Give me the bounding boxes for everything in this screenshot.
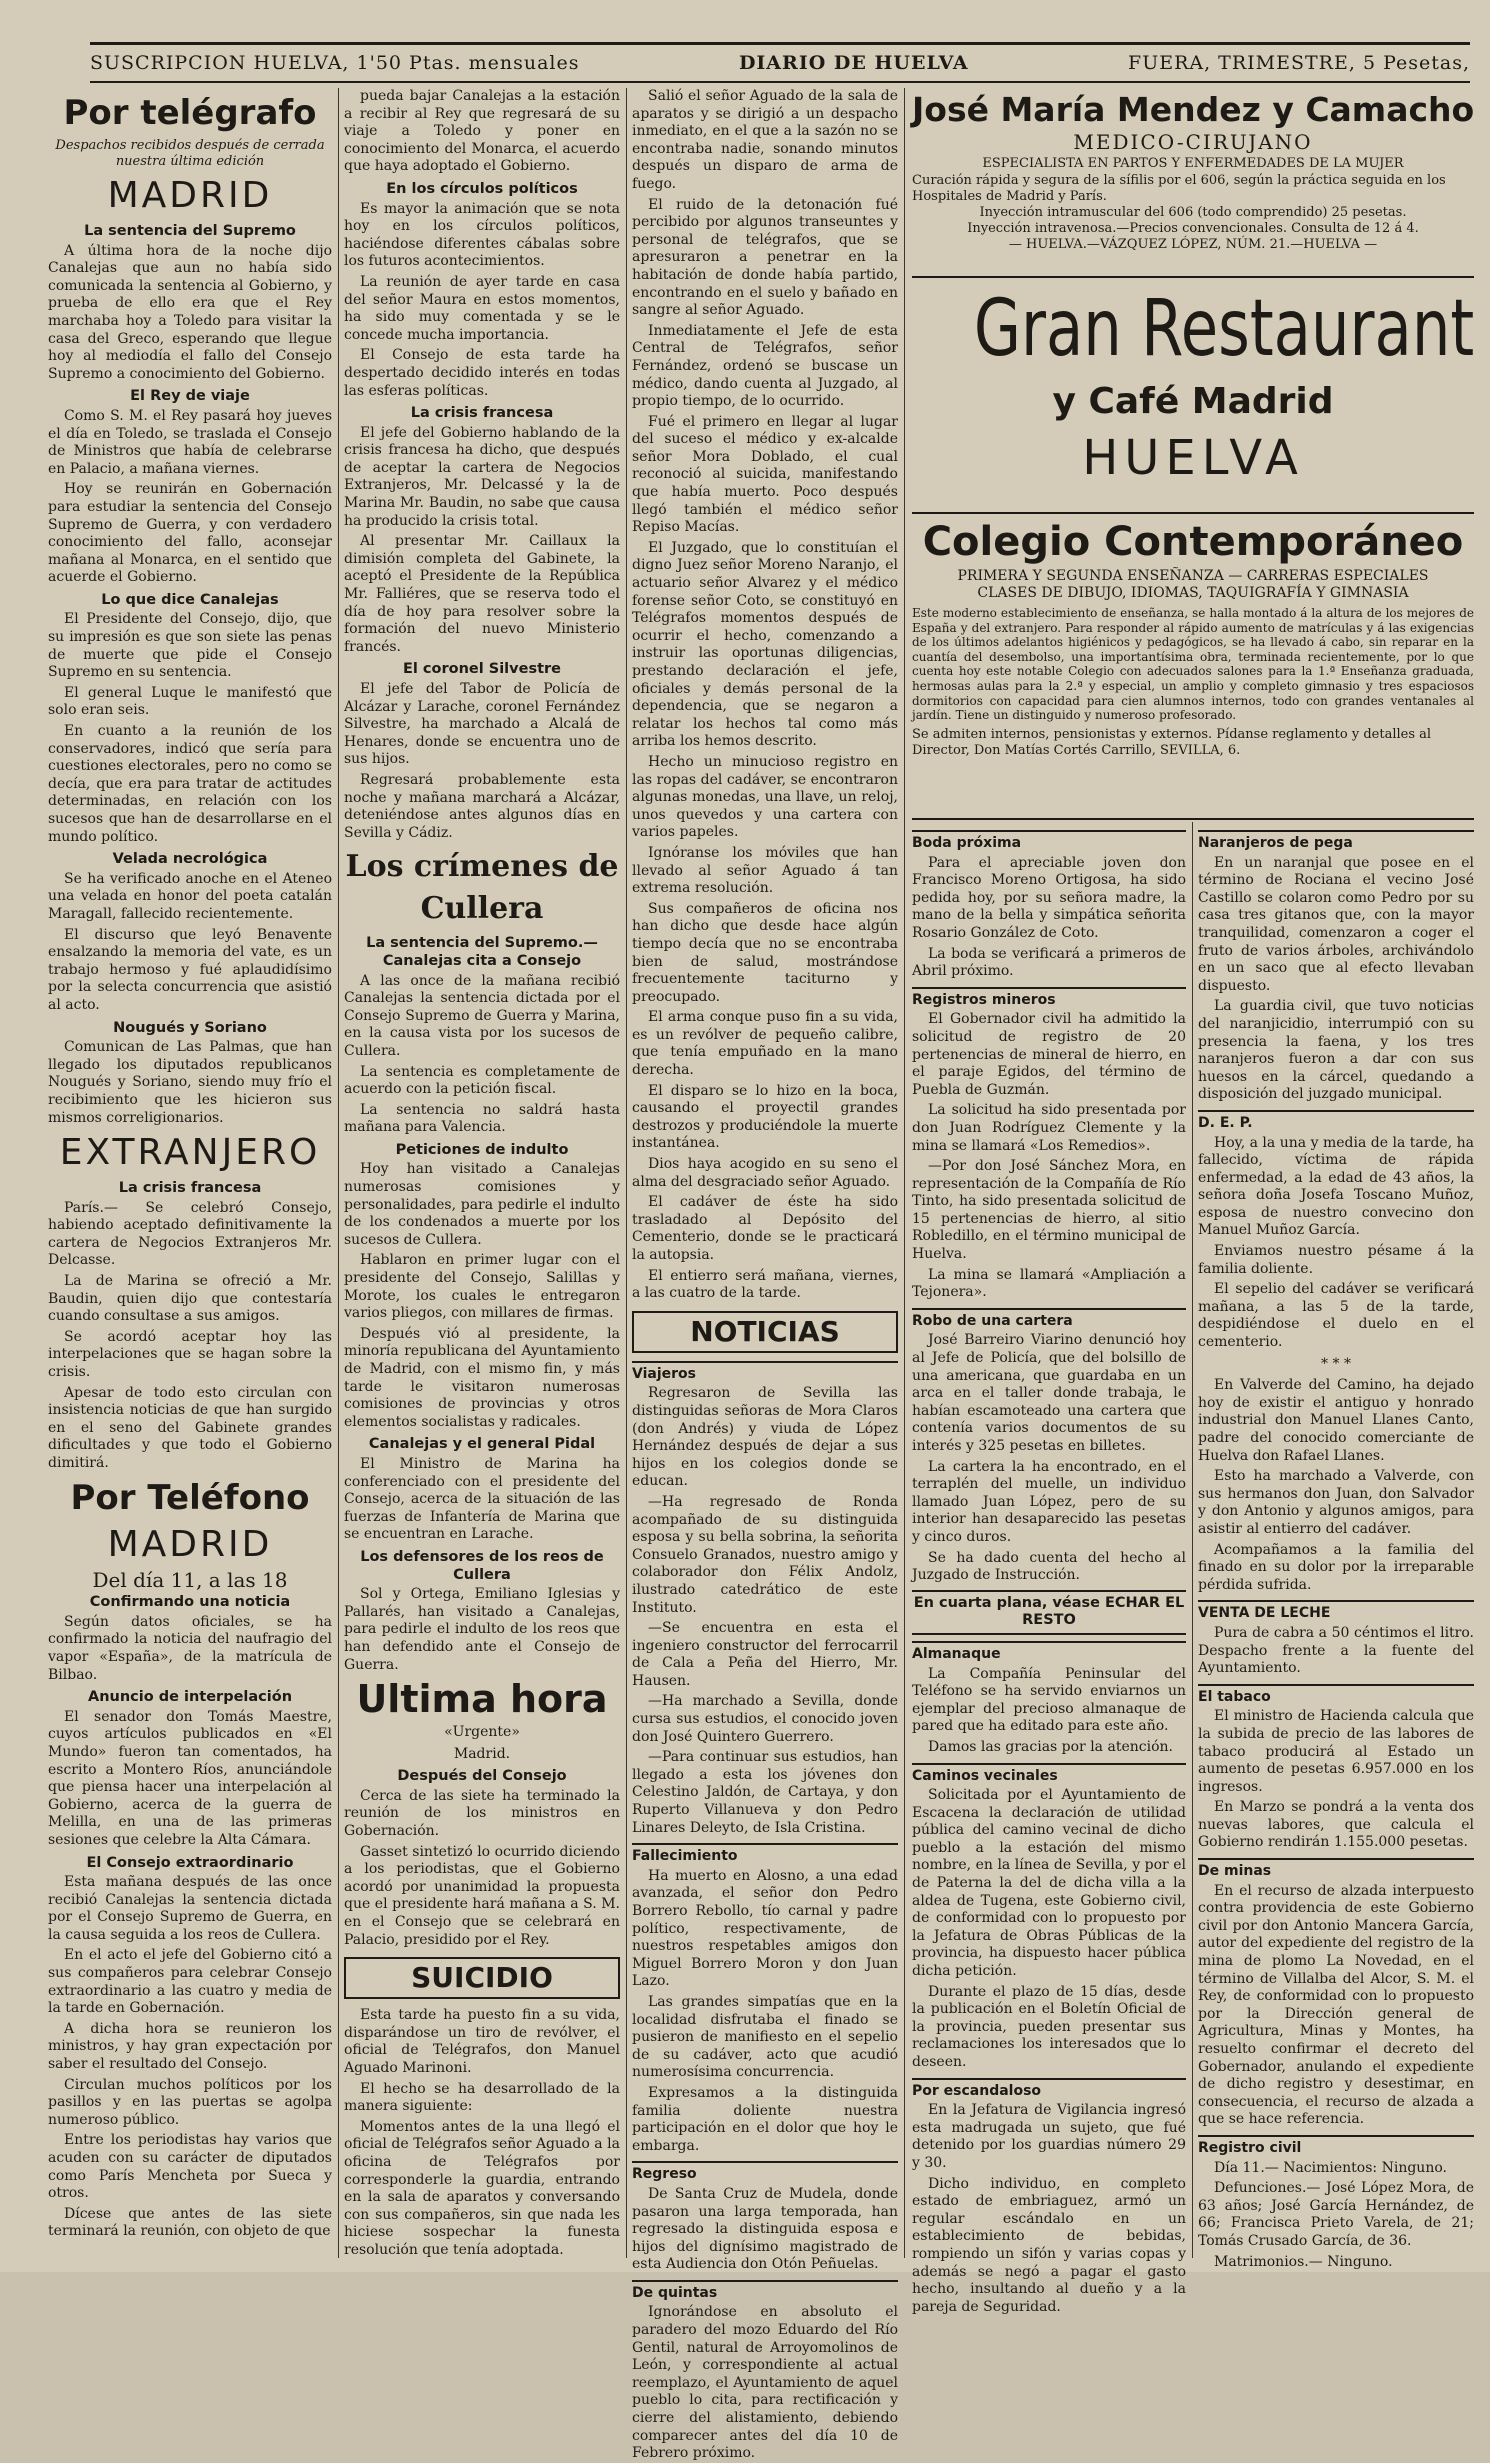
headline: Registros mineros [912, 987, 1186, 1010]
newspaper-title: DIARIO DE HUELVA [738, 52, 969, 74]
paragraph: El Juzgado, que lo constituían el digno Juez señor Moreno Naranjo, el actuario señor Alvarez y el médico forense señor Coto, se constituyó en Telégrafos momentos después de ocurrir el hecho, comenzando a instruir las oportunas diligencias, prestando declaración el jefe, oficiales y demás personal de la dependencia, que se negaron a relatar los hechos tal como más arriba los hemos descrito. [632, 539, 898, 750]
paragraph: Hablaron en primer lugar con el presidente del Consejo, Salillas y Morote, los cuales le entregaron varios pliegos, con millares de firmas. [344, 1252, 620, 1322]
paragraph: Comunican de Las Palmas, que han llegado los diputados republicanos Nougués y Soriano, siendo muy frío el recibimiento que les hicieron sus mismos correligionarios. [48, 1039, 332, 1126]
headline: El tabaco [1198, 1684, 1474, 1707]
school-advertisement [912, 516, 1474, 820]
ad-school-line: CLASES DE DIBUJO, IDIOMAS, TAQUIGRAFÍA Y GIMNASIA [977, 585, 1409, 601]
headline: Confirmando una noticia [89, 1594, 291, 1611]
headline: Nougués y Soriano [113, 1019, 267, 1036]
paragraph: —Ha regresado de Ronda acompañado de su distinguida esposa y su bella sobrina, la señorita Consuelo Granados, nuestro amigo y colaborador don Félix Andolz, ilustrado catedrático de este Instituto. [632, 1493, 898, 1616]
headline: Por escandaloso [912, 2078, 1186, 2101]
paragraph: Esto ha marchado a Valverde, con sus hermanos don Juan, don Salvador y don Antonio y algunos amigos, para asistir al entierro del cadáver. [1198, 1468, 1474, 1537]
ad-doctor-line: Curación rápida y segura de la sífilis por el 606, según la práctica seguida en los Hospitales de Madrid y París. [912, 173, 1446, 204]
headline: El Consejo extraordinario [86, 1854, 294, 1871]
paragraph: Hecho un minucioso registro en las ropas del cadáver, se encontraron algunas monedas, una llave, un reloj, unos quevedos y una cartera con varios papeles. [632, 753, 898, 841]
paragraph: Regresaron de Sevilla las distinguidas señoras de Mora Claros (don Andrés) y viuda de López Hernández después de dejar a sus hijos en los colegios donde se educan. [632, 1385, 898, 1490]
headline: Peticiones de indulto [395, 1141, 569, 1158]
paragraph: Se acordó aceptar hoy las interpelaciones que se hagan sobre la crisis. [48, 1328, 332, 1381]
headline: La crisis francesa [410, 405, 554, 422]
headline: El coronel Silvestre [403, 661, 561, 678]
column-3 [632, 88, 898, 2462]
ad-doctor-line: Inyección intravenosa.—Precios convencionales. Consulta de 12 á 4. [967, 221, 1419, 236]
paragraph: Ignorándose en absoluto el paradero del mozo Eduardo del Río Gentil, natural de Arroyomolinos de León, y correspondiente al actual reemplazo, el Ayuntamiento de aquel pueblo lo cita, para rectificación y cierre del alistamiento, debiendo comparecer antes del día 10 de Febrero próximo. [632, 2304, 898, 2462]
paragraph: Esta tarde ha puesto fin a su vida, disparándose un tiro de revólver, el oficial de Telégrafos, don Manuel Aguado Marinoni. [344, 2007, 620, 2076]
paragraph: El jefe del Gobierno hablando de la crisis francesa ha dicho, que después de aceptar la cartera de Negocios Extranjeros, Mr. Delcassé y la de Marina Mr. Baudin, no sabe que causa ha producido la crisis total. [344, 424, 620, 529]
section-title: Por Teléfono [70, 1477, 310, 1518]
headline: De minas [1198, 1858, 1474, 1881]
paragraph: Es mayor la animación que se nota hoy en los círculos políticos, haciéndose diferentes cábalas sobre los futuros acontecimientos. [344, 200, 620, 270]
ad-doctor-name: José María Mendez y Camacho [912, 90, 1475, 129]
section-title: Por telégrafo [63, 93, 317, 133]
paragraph: Circulan muchos políticos por los pasillos y en las puertas se agolpa numeroso público. [48, 2076, 332, 2128]
paragraph: En un naranjal que posee en el término de Rociana el vecino José Castillo se colaron como Pedro por su casa tres gitanos que, con la mayor tranquilidad, comenzaron a coger el fruto de varios árboles, archivándolo en un saco que al efecto llevaban dispuesto. [1198, 854, 1474, 994]
paragraph: —Por don José Sánchez Mora, en representación de la Compañía de Río Tinto, ha sido presentada solicitud de 15 pertenencias de hierro, al sitio Robledillo, en el término municipal de Huelva. [912, 1158, 1186, 1263]
paragraph: La Compañía Peninsular del Teléfono se ha servido enviarnos un ejemplar del precioso almanaque de pared que ha editado para este año. [912, 1665, 1186, 1735]
ad-doctor-address: — HUELVA.—VÁZQUEZ LÓPEZ, NÚM. 21.—HUELVA — [1008, 237, 1378, 252]
paragraph: Momentos antes de la una llegó el oficial de Telégrafos señor Aguado a la oficina de Telégrafos por corresponderle la guardia, entrando en la sala de aparatos y conversando con sus compañeros, sin que nada les hiciese sospechar la funesta resolución que tenía adoptada. [344, 2118, 620, 2258]
paragraph: En la Jefatura de Vigilancia ingresó esta madrugada un sujeto, que fué detenido por los guardias número 29 y 30. [912, 2102, 1186, 2171]
paragraph: La sentencia es completamente de acuerdo con la petición fiscal. [344, 1063, 620, 1098]
paragraph: —Para continuar sus estudios, han llegado a esta los jóvenes don Celestino Jaldón, de Cartaya, y don Ruperto Villanueva y don Pedro Linares Deleyto, de Isla Cristina. [632, 1749, 898, 1836]
paragraph: Expresamos a la distinguida familia doliente nuestra participación en el dolor que hoy le embarga. [632, 2084, 898, 2154]
subscription-outside: FUERA, TRIMESTRE, 5 Pesetas, [1128, 52, 1470, 74]
urgent-tag: «Urgente» [444, 1724, 520, 1741]
subscription-local: SUSCRIPCION HUELVA, 1'50 Ptas. mensuales [90, 52, 580, 74]
paragraph: El cadáver de éste ha sido trasladado al Depósito del Cementerio, donde se le practicará la autopsia. [632, 1194, 898, 1263]
headline: Robo de una cartera [912, 1308, 1186, 1331]
paragraph: El Consejo de esta tarde ha despertado decidido interés en todas las esferas políticas. [344, 347, 620, 399]
headline: D. E. P. [1198, 1110, 1474, 1133]
paragraph: Matrimonios.— Ninguno. [1214, 2253, 1393, 2270]
paragraph: París.— Se celebró Consejo, habiendo aceptado definitivamente la cartera de Negocios Extranjeros Mr. Delcasse. [48, 1199, 332, 1269]
paragraph: Salió el señor Aguado de la sala de aparatos y se dirigió a un despacho inmediato, en el que a la sazón no se encontraba nadie, sonando minutos después un disparo de arma de fuego. [632, 88, 898, 192]
paragraph: Se ha dado cuenta del hecho al Juzgado de Instrucción. [912, 1549, 1186, 1584]
headline: Lo que dice Canalejas [101, 591, 279, 608]
paragraph: Durante el plazo de 15 días, desde la publicación en el Boletín Oficial de la provincia, pueden presentar sus reclamaciones los interesados que lo deseen. [912, 1983, 1186, 2070]
paragraph: El Ministro de Marina ha conferenciado con el presidente del Consejo, acerca de la situación de las fuerzas de Infantería de Marina que se encuentran en Larache. [344, 1455, 620, 1543]
paragraph: El Presidente del Consejo, dijo, que su impresión es que son siete las penas de muerte que pide el Consejo Supremo en su sentencia. [48, 611, 332, 681]
paragraph: Dicho individuo, en completo estado de embriaguez, armó un regular escándalo en un establecimiento de bebidas, rompiendo un sifón y varias copas y además se negó a pagar el gasto hecho, insultando al dueño y a la pareja de Seguridad. [912, 2175, 1186, 2315]
paragraph: Después vió al presidente, la minoría republicana del Ayuntamiento de Madrid, con el mismo fin, y más tarde le visitaron numerosas comisiones de provincias y otros elementos socialistas y radicales. [344, 1325, 620, 1430]
paragraph: La sentencia no saldrá hasta mañana para Valencia. [344, 1101, 620, 1136]
paragraph: La de Marina se ofreció a Mr. Baudin, quien dijo que contestaría cuando consultase a sus amigos. [48, 1273, 332, 1325]
column-rule [904, 88, 905, 2258]
restaurant-advertisement [912, 280, 1474, 514]
notice: En cuarta plana, véase ECHAR EL RESTO [912, 1590, 1186, 1635]
paragraph: Hoy han visitado a Canalejas numerosas comisiones y personalidades, para pedirle el indulto de los condenados a muerte por los sucesos de Cullera. [344, 1161, 620, 1248]
paragraph: La guardia civil, que tuvo noticias del naranjicidio, interrumpió con su presencia la faena, y los tres naranjeros fueron a dar con sus huesos en la cárcel, quedando a disposición del juzgado municipal. [1198, 998, 1474, 1103]
ad-doctor-specialty: ESPECIALISTA EN PARTOS Y ENFERMEDADES DE LA MUJER [982, 156, 1404, 171]
paragraph: Según datos oficiales, se ha confirmado la noticia del naufragio del vapor «España», de la matrícula de Bilbao. [48, 1613, 332, 1683]
headline: Caminos vecinales [912, 1763, 1186, 1786]
paragraph: Enviamos nuestro pésame á la familia doliente. [1198, 1243, 1474, 1277]
paragraph: —Ha marchado a Sevilla, donde cursa sus estudios, el conocido joven don José Quintero Guerrero. [632, 1693, 898, 1745]
paragraph: El hecho se ha desarrollado de la manera siguiente: [344, 2080, 620, 2115]
paragraph: pueda bajar Canalejas a la estación a recibir al Rey que regresará de su viaje a Toledo y poner en conocimiento del Monarca, el acuerdo que haya adoptado el Gobierno. [344, 88, 620, 175]
headline: De quintas [632, 2280, 898, 2303]
paragraph: Ha muerto en Alosno, a una edad avanzada, el señor don Pedro Borrero Rebollo, tío carnal y padre político, respectivamente, de nuestros respetables amigos don Miguel Borrero Moron y don Juan Lazo. [632, 1867, 898, 1990]
headline: Los defensores de los reos de Cullera [360, 1548, 604, 1583]
dateline: EXTRANJERO [59, 1132, 321, 1174]
headline: Viajeros [632, 1361, 898, 1384]
paragraph: José Barreiro Viarino denunció hoy al Jefe de Policía, que del bolsillo de una americana, que guardaba en un arca en el taller donde trabaja, le habían escamoteado una cartera que contenía varios documentos de su interés y 325 pesetas en billetes. [912, 1332, 1186, 1454]
paragraph: Sol y Ortega, Emiliano Iglesias y Pallarés, han visitado a Canalejas, para pedirle el indulto de los reos que han defendido ante el Consejo de Guerra. [344, 1586, 620, 1673]
paragraph: Ignóranse los móviles que han llevado al señor Aguado á tan extrema resolución. [632, 844, 898, 897]
paragraph: En Valverde del Camino, ha dejado hoy de existir el antiguo y honrado industrial don Manuel Llanes Canto, padre del conocido comerciante de Huelva don Rafael Llanes. [1198, 1377, 1474, 1464]
paragraph: Para el apreciable joven don Francisco Moreno Ortigosa, ha sido pedida hoy, por su señora madre, la mano de la bella y simpática señorita Rosario González de Coto. [912, 854, 1186, 941]
paragraph: El ruido de la detonación fué percibido por algunos transeuntes y personal de telégrafos, que se apresuraron a penetrar en la habitación de donde había partido, encontrando en el suelo y bañado en sangre al señor Aguado. [632, 196, 898, 319]
paragraph: A última hora de la noche dijo Canalejas que aun no había sido comunicada la sentencia al Gobierno, y prueba de ello era que el Rey marchaba hoy a Toledo para visitar la casa del Greco, esperando que llegue hoy al mediodía el fallo del Consejo Supremo a conocimiento del Gobierno. [48, 242, 332, 382]
headline: La sentencia del Supremo [84, 223, 296, 239]
paragraph: Gasset sintetizó lo ocurrido diciendo a los periodistas, que el Gobierno acordó por unanimidad la propuesta que el presidente hará mañana a S. M. en el Consejo que se celebrará en Palacio, presidido por el Rey. [344, 1843, 621, 1948]
dateline: MADRID [107, 1523, 273, 1565]
paragraph: El ministro de Hacienda calcula que la subida de precio de las labores de tabaco producirá al Estado un aumento de pesetas 6.957.000 en los ingresos. [1198, 1708, 1474, 1795]
headline: El Rey de viaje [130, 388, 250, 405]
section-title: NOTICIAS [632, 1311, 898, 1353]
ad-school-footer: Se admiten internos, pensionistas y externos. Pídanse reglamento y detalles al Director, Don Matías Cortés Carrillo, SEVILLA, 6. [912, 726, 1432, 758]
paragraph: Defunciones.— José López Mora, de 63 años; José García Hernández, de 66; Francisca Prieto Varela, de 21; Tomás Crusado García, de 36. [1198, 2180, 1474, 2249]
paragraph: El entierro será mañana, viernes, a las cuatro de la tarde. [632, 1267, 898, 1302]
paragraph: Hoy, a la una y media de la tarde, ha fallecido, víctima de rápida enfermedad, a la edad de 43 años, la señora doña Josefa Toscano Muñoz, esposa de nuestro convecino don Manuel Muñoz García. [1198, 1134, 1474, 1239]
paragraph: Día 11.— Nacimientos: Ninguno. [1214, 2159, 1447, 2176]
paragraph: Regresará probablemente esta noche y mañana marchará a Alcázar, deteniéndose antes algunos días en Sevilla y Cádiz. [344, 771, 620, 841]
paragraph: Damos las gracias por la atención. [928, 1738, 1173, 1755]
section-subtitle: Despachos recibidos después de cerrada nuestra última edición [55, 138, 325, 169]
headline: Regreso [632, 2161, 898, 2184]
headline: Almanaque [912, 1641, 1186, 1664]
paragraph: El arma conque puso fin a su vida, es un revólver de pequeño calibre, que tenía empuñado en la mano derecha. [632, 1009, 898, 1079]
paragraph: Se ha verificado anoche en el Ateneo una velada en honor del poeta catalán Maragall, fallecido recientemente. [48, 870, 332, 922]
paragraph: Apesar de todo esto circulan con insistencia noticias de que han surgido en el seno del Gabinete grandes dificultades y que todo el Gobierno dimitirá. [48, 1384, 332, 1471]
paragraph: La reunión de ayer tarde en casa del señor Maura en estos momentos, ha sido muy comentada y se le concede mucha importancia. [344, 273, 620, 343]
paragraph: El senador don Tomás Maestre, cuyos artículos publicados en «El Mundo» fueron tan comentados, ha escrito a Montero Ríos, anunciándole que piensa hacer una interpelación al Gobierno, acerca de la guerra de Melilla, en una de las primeras sesiones que celebre la Alta Cámara. [48, 1708, 332, 1848]
section-title: Los crímenes de Cullera [345, 849, 619, 927]
column-1 [48, 88, 332, 2258]
column-5 [1198, 824, 1474, 2270]
paragraph: El discurso que leyó Benavente ensalzando la memoria del vate, es un trabajo hermoso y fué aplaudidísimo por la selecta concurrencia que asistió al acto. [48, 926, 332, 1013]
ad-school-line: PRIMERA Y SEGUNDA ENSEÑANZA — CARRERAS ESPECIALES [957, 568, 1429, 584]
paragraph: —Se encuentra en esta el ingeniero constructor del ferrocarril de Cala a Peña del Hierro, Mr. Hausen. [632, 1620, 898, 1689]
column-rule [338, 88, 339, 2258]
paragraph: En Marzo se pondrá a la venta dos nuevas labores, que calcula el Gobierno rendirán 1.155.000 pesetas. [1198, 1799, 1474, 1851]
paragraph: En el acto el jefe del Gobierno citó a sus compañeros para celebrar Consejo extraordinario a las cuatro y media de la tarde en Gobernación. [48, 1947, 332, 2017]
column-rule [626, 88, 627, 2258]
paragraph: El Gobernador civil ha admitido la solicitud de registro de 20 pertenencias de mineral de hierro, en el paraje Egidos, del término de Puebla de Guzmán. [912, 1011, 1186, 1098]
paragraph: Sus compañeros de oficina nos han dicho que desde hace algún tiempo decía que no se encontraba bien de salud, mostrándose frecuentemente taciturno y preocupado. [632, 900, 898, 1005]
ad-school-name: Colegio Contemporáneo [922, 519, 1464, 565]
headline: Velada necrológica [112, 851, 268, 868]
section-title: SUICIDIO [344, 1957, 620, 1999]
headline: Canalejas y el general Pidal [368, 1436, 596, 1453]
paragraph: Dícese que antes de las siete terminará la reunión, con objeto de que [48, 2205, 332, 2240]
paragraph: Como S. M. el Rey pasará hoy jueves el día en Toledo, se traslada el Consejo de Ministros que había de celebrarse en Palacio, a mañana viernes. [48, 407, 332, 477]
dateline: MADRID [107, 175, 273, 216]
headline: Anuncio de interpelación [87, 1689, 293, 1706]
ad-restaurant-sub: y Café Madrid [1052, 381, 1334, 422]
paragraph: De Santa Cruz de Mudela, donde pasaron una larga temporada, han regresado la distinguida esposa e hijos del dignísimo magistrado de esta Audiencia don Otón Peñuelas. [632, 2185, 898, 2273]
headline: Fallecimiento [632, 1843, 898, 1866]
masthead [90, 42, 1470, 83]
ad-school-body: Este moderno establecimiento de enseñanza, se halla montado á la altura de los mejores de España y del extranjero. Para responder al rápido aumento de matrículas y á las exigencias de los últimos adelantos higiénicos y pedagógicos, se ha llevado á cabo, sin reparar en la cuantía del desembolso, una importantísima obra, terminada recientemente, por lo que cuenta hoy este notable Colegio con adecuados salones para la 1.ª Enseñanza graduada, hermosas aulas para la 2.ª y especial, un amplio y completo gimnasio y tres espaciosos dormitorios con capacidad para cien alumnos internos, todo con grandes ventanales al jardín. Tiene un distinguido y numeroso profesorado. [912, 606, 1474, 723]
dateline: Madrid. [453, 1745, 511, 1762]
ad-restaurant-city: HUELVA [1082, 430, 1304, 486]
headline: Registro civil [1198, 2135, 1474, 2158]
paragraph: Las grandes simpatías que en la localidad disfrutaba el finado se pusieron de manifiesto en el sepelio de su cadáver, acto que acudió numerosísima concurrencia. [632, 1993, 898, 2081]
paragraph: En cuanto a la reunión de los conservadores, indicó que sería para cuestiones electorales, pero no como se decía, que era para tratar de actitudes determinadas, en relación con los sucesos que han de desarrollarse en el mundo político. [48, 723, 332, 845]
paragraph: Dios haya acogido en su seno el alma del desgraciado señor Aguado. [632, 1156, 898, 1190]
headline: Naranjeros de pega [1198, 830, 1474, 853]
ad-restaurant-name: Gran Restaurant [973, 284, 1475, 374]
paragraph: El general Luque le manifestó que solo eran seis. [48, 684, 332, 719]
column-4 [912, 824, 1186, 2315]
paragraph: A dicha hora se reunieron los ministros, y hay gran expectación por saber el resultado del Consejo. [48, 2020, 332, 2073]
paragraph: Pura de cabra a 50 céntimos el litro. Despacho frente a la fuente del Ayuntamiento. [1198, 1624, 1474, 1677]
dateline-time: Del día 11, a las 18 [92, 1567, 288, 1592]
doctor-advertisement [912, 90, 1474, 278]
paragraph: Inmediatamente el Jefe de esta Central de Telégrafos, señor Fernández, ordenó se buscase un médico, dando cuenta al Juzgado, al propio tiempo, de lo ocurrido. [632, 322, 898, 410]
paragraph: A las once de la mañana recibió Canalejas la sentencia dictada por el Consejo Supremo de Guerra y Marina, en la causa vista por los sucesos de Cullera. [344, 972, 620, 1059]
paragraph: Al presentar Mr. Caillaux la dimisión completa del Gabinete, la aceptó el Presidente de la República Mr. Falliéres, que se reserva todo el día de hoy para resolver sobre la formación del nuevo Ministerio francés. [344, 533, 620, 655]
headline: VENTA DE LECHE [1198, 1600, 1474, 1623]
paragraph: Solicitada por el Ayuntamiento de Escacena la declaración de utilidad pública del camino vecinal de dicho pueblo a la estación del mismo nombre, en la línea de Sevilla, y por el de Paterna la del de dicha villa a la aldea de Tugena, este Gobierno civil, de conformidad con lo propuesto por la Jefatura de Obras Públicas de la provincia, ha dispuesto hacer pública dicha petición. [912, 1787, 1186, 1980]
paragraph: El sepelio del cadáver se verificará mañana, a las 5 de la tarde, despidiéndose el duelo en el cementerio. [1198, 1281, 1474, 1351]
paragraph: Hoy se reunirán en Gobernación para estudiar la sentencia del Consejo Supremo de Guerra, y con verdadero conocimiento del fallo, aconsejar mañana al Monarca, en el sentido que acuerde el Gobierno. [48, 481, 332, 586]
column-2 [344, 88, 620, 2258]
ad-doctor-title: MEDICO-CIRUJANO [1073, 130, 1313, 154]
paragraph: La cartera la ha encontrado, en el terraplén del muelle, un individuo llamado Juan López, pero de su interior han desaparecido las pesetas y cinco duros. [912, 1458, 1186, 1545]
paragraph: Entre los periodistas hay varios que acuden con su carácter de diputados como París Mencheta por Sueca y otros. [48, 2132, 332, 2202]
paragraph: Esta mañana después de las once recibió Canalejas la sentencia dictada por el Consejo Supremo de Guerra, en la causa seguida a los reos de Cullera. [48, 1874, 332, 1943]
headline: En los círculos políticos [386, 180, 578, 197]
paragraph: En el recurso de alzada interpuesto contra providencia de este Gobierno civil por don Antonio Mancera García, autor del expediente del registro de la mina de plomo La Novedad, en el término de Villalba del Alcor, S. M. el Rey, de conformidad con lo propuesto por la Dirección general de Agricultura, Minas y Montes, ha resuelto confirmar el decreto del Gobernador, anulando el expediente de dicho registro y desestimar, en consecuencia, el recurso de alzada a que se hace referencia. [1198, 1882, 1474, 2128]
column-rule [1192, 822, 1193, 2258]
paragraph: La solicitud ha sido presentada por don Juan Rodríguez Clemente y la mina se llamará «Los Remedios». [912, 1102, 1186, 1154]
paragraph: Acompañamos a la familia del finado en su dolor por la irreparable pérdida sufrida. [1198, 1541, 1474, 1593]
paragraph: El disparo se lo hizo en la boca, causando el proyectil grandes destrozos y produciéndole la muerte instantánea. [632, 1082, 898, 1152]
paragraph: Cerca de las siete ha terminado la reunión de los ministros en Gobernación. [344, 1787, 620, 1840]
paragraph: La boda se verificará a primeros de Abril próximo. [912, 945, 1186, 980]
separator-stars: * * * [1321, 1355, 1351, 1372]
paragraph: La mina se llamará «Ampliación a Tejonera». [912, 1266, 1186, 1301]
headline: Después del Consejo [397, 1768, 567, 1785]
headline: Boda próxima [912, 830, 1186, 853]
paragraph: El jefe del Tabor de Policía de Alcázar y Larache, coronel Fernández Silvestre, ha marchado a Alcalá de Henares, donde se encuentra uno de sus hijos. [344, 681, 620, 768]
ad-doctor-line: Inyección intramuscular del 606 (todo comprendido) 25 pesetas. [979, 205, 1407, 220]
paragraph: Fué el primero en llegar al lugar del suceso el médico y ex-alcalde señor Mora Doblado, el cual reconoció al suicida, manifestando que había muerto. Poco después llegó también el médico señor Repiso Macías. [632, 413, 898, 536]
headline: La crisis francesa [118, 1180, 262, 1197]
section-title: Ultima hora [356, 1677, 608, 1722]
headline: La sentencia del Supremo.— Canalejas cita a Consejo [366, 935, 598, 969]
